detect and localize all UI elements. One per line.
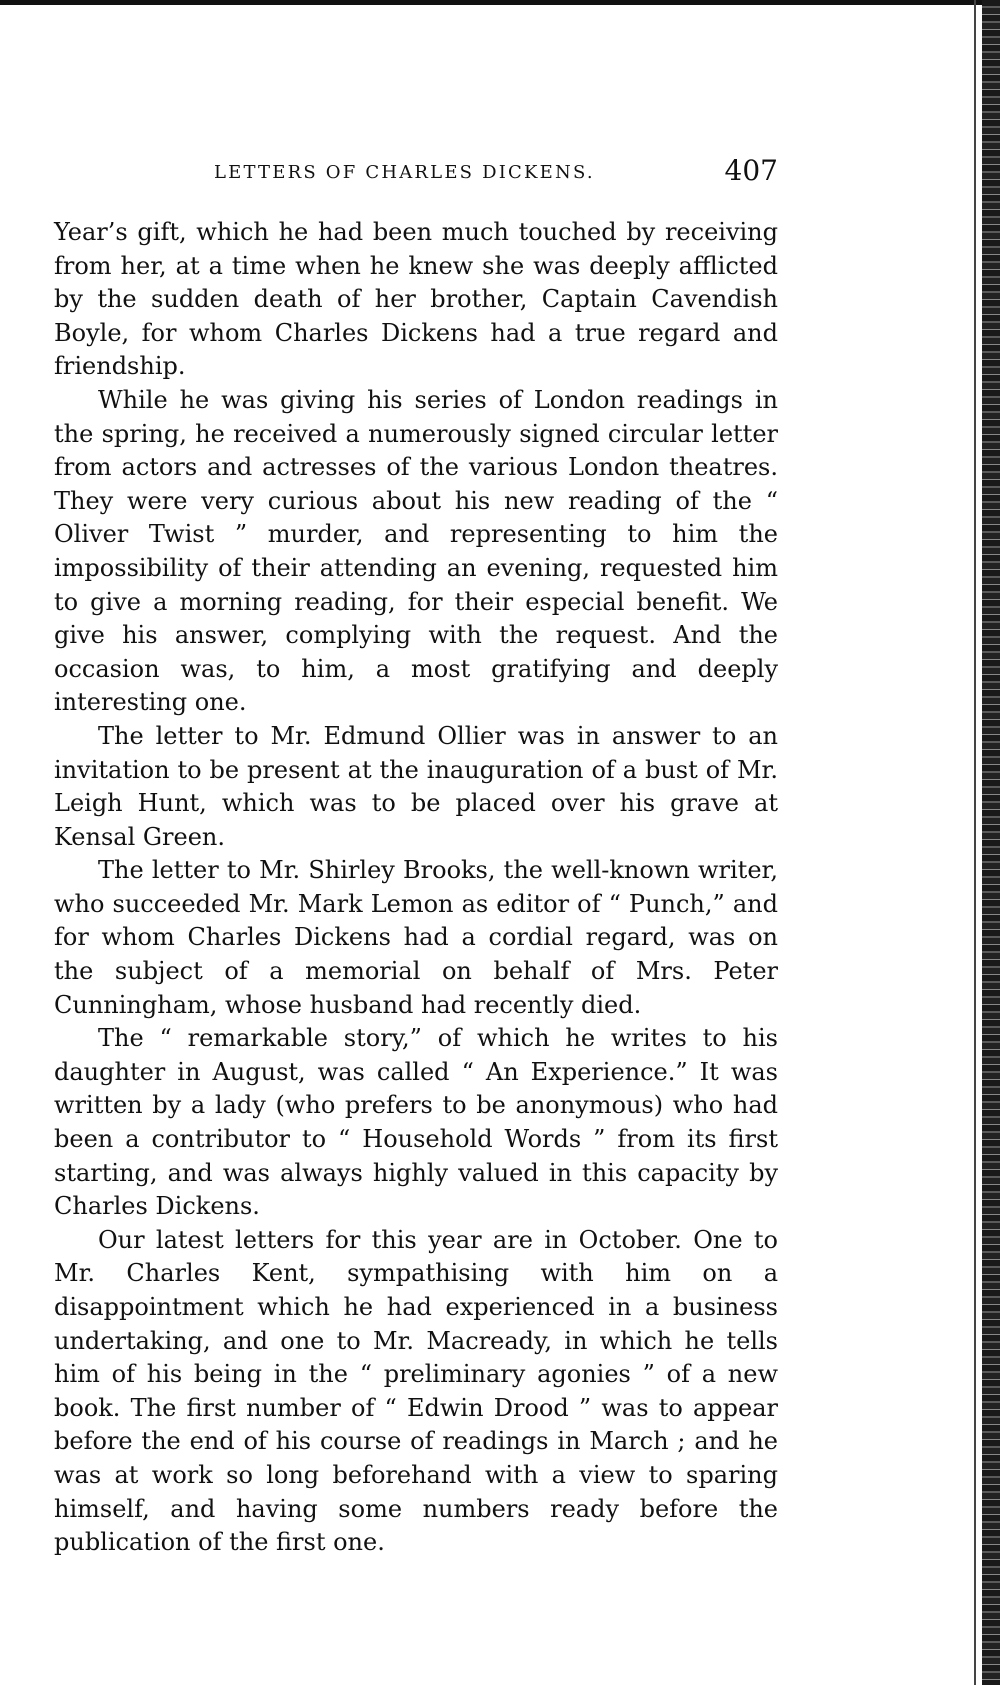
top-edge-rule — [0, 0, 985, 5]
binding-edge-line — [974, 0, 976, 1685]
book-spine-edge — [982, 0, 1000, 1685]
paragraph-6: Our latest letters for this year are in October. One to Mr. Charles Kent, sympathising with him on a disappointment which he had experienced in a business undertaking, and one to Mr. Macready, in which he tells him of his being in the “ preliminary agonies ” of a new book. The first number of “ Edwin Drood ” was to appear before the end of his course of readings in March ; and he was at work so long beforehand with a view to sparing himself, and having some numbers ready before the publication of the first one. — [54, 1225, 778, 1557]
paragraph-2: While he was giving his series of London readings in the spring, he received a numerously signed circular letter from actors and actresses of the various London theatres. They were very curious about his new reading of the “ Oliver Twist ” murder, and representing to him the impossibility of their attending an evening, requested him to give a morning reading, for their especial benefit. We give his answer, complying with the request. And the occasion was, to him, a most gratifying and deeply interesting one. — [54, 385, 778, 717]
running-head: LETTERS OF CHARLES DICKENS. — [214, 162, 595, 183]
page-header — [54, 152, 778, 192]
page-number: 407 — [724, 154, 778, 187]
paragraph-1: Year’s gift, which he had been much touched by receiving from her, at a time when he knew she was deeply afflicted by the sudden death of her brother, Captain Cavendish Boyle, for whom Charles Dickens had a true regard and friendship. — [54, 218, 778, 381]
paragraph-5: The “ remarkable story,” of which he writes to his daughter in August, was called “ An Experience.” It was written by a lady (who prefers to be anonymous) who had been a contributor to “ Household Words ” from its first starting, and was always highly valued in this capacity by Charles Dickens. — [54, 1024, 778, 1221]
paragraph-4: The letter to Mr. Shirley Brooks, the well-known writer, who succeeded Mr. Mark Lemon as editor of “ Punch,” and for whom Charles Dickens had a cordial regard, was on the subject of a memorial on behalf of Mrs. Peter Cunningham, whose husband had recently died. — [54, 856, 778, 1019]
body-text — [54, 216, 778, 1560]
paragraph-3: The letter to Mr. Edmund Ollier was in answer to an invitation to be present at the inauguration of a bust of Mr. Leigh Hunt, which was to be placed over his grave at Kensal Green. — [54, 721, 778, 851]
